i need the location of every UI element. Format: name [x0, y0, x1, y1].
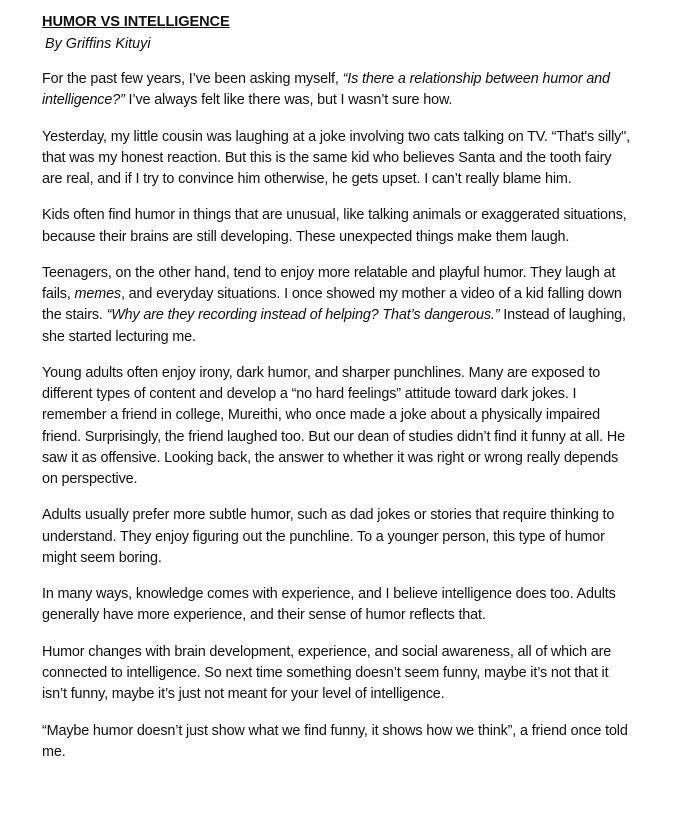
- paragraph-text: In many ways, knowledge comes with experience, and I believe intelligence does too. Adults generally have more experience, and their sense of humor reflects that.: [42, 586, 616, 624]
- document-page: [42, 11, 632, 763]
- paragraph-9: [42, 721, 632, 763]
- paragraph-text: Instead of laughing, she started lecturing me.: [42, 307, 626, 345]
- paragraph-2: [42, 127, 632, 191]
- italic-word: memes: [74, 286, 121, 303]
- italic-quote: “Is there a relationship between humor and intelligence?”: [42, 71, 610, 109]
- paragraph-text: Young adults often enjoy irony, dark humor, and sharper punchlines. Many are exposed to different types of content and develop a “no hard feelings” attitude toward dark jokes. I remember a friend in college, Mureithi, who once made a joke about a physically impaired friend. Surprisingly, the friend laughed too. But our dean of studies didn’t find it funny at all. He saw it as offensive. Looking back, the answer to whether it was right or wrong really depends on perspective.: [42, 364, 625, 487]
- paragraph-7: [42, 584, 632, 626]
- paragraph-1: [42, 69, 632, 111]
- paragraph-text: Yesterday, my little cousin was laughing at a joke involving two cats talking on TV. “That's silly", that was my honest reaction. But this is the same kid who believes Santa and the tooth fairy are real, and if I try to convince him otherwise, he gets upset. I can’t really blame him.: [42, 128, 630, 187]
- paragraph-4: [42, 263, 632, 348]
- paragraph-text: I’ve always felt like there was, but I wasn’t sure how.: [124, 92, 453, 109]
- paragraph-6: [42, 505, 632, 569]
- paragraph-text: Adults usually prefer more subtle humor, such as dad jokes or stories that require thinking to understand. They enjoy figuring out the punchline. To a younger person, this type of humor might seem boring.: [42, 507, 615, 566]
- paragraph-text: For the past few years, I’ve been asking myself,: [42, 71, 343, 87]
- article-byline: By Griffins Kituyi: [45, 36, 151, 52]
- paragraph-text: Humor changes with brain development, experience, and social awareness, all of which are connected to intelligence. So next time something doesn’t seem funny, maybe it’s not that it isn’t funny, maybe it’s just not meant for your level of intelligence.: [42, 643, 612, 703]
- italic-quote: “Why are they recording instead of helping? That’s dangerous.”: [106, 307, 500, 324]
- paragraph-text: , and everyday situations. I once showed my mother a video of a kid falling down the stairs.: [42, 286, 622, 324]
- article-title: HUMOR VS INTELLIGENCE: [42, 14, 230, 30]
- paragraph-3: [42, 205, 632, 247]
- paragraph-text: Kids often find humor in things that are unusual, like talking animals or exaggerated situations, because their brains are still developing. These unexpected things make them laugh.: [42, 207, 627, 245]
- paragraph-text: “Maybe humor doesn’t just show what we find funny, it shows how we think”, a friend once told me.: [42, 722, 628, 760]
- paragraph-8: [42, 642, 632, 706]
- paragraph-text: Teenagers, on the other hand, tend to enjoy more relatable and playful humor. They laugh at fails,: [42, 264, 616, 303]
- paragraph-5: [42, 363, 632, 490]
